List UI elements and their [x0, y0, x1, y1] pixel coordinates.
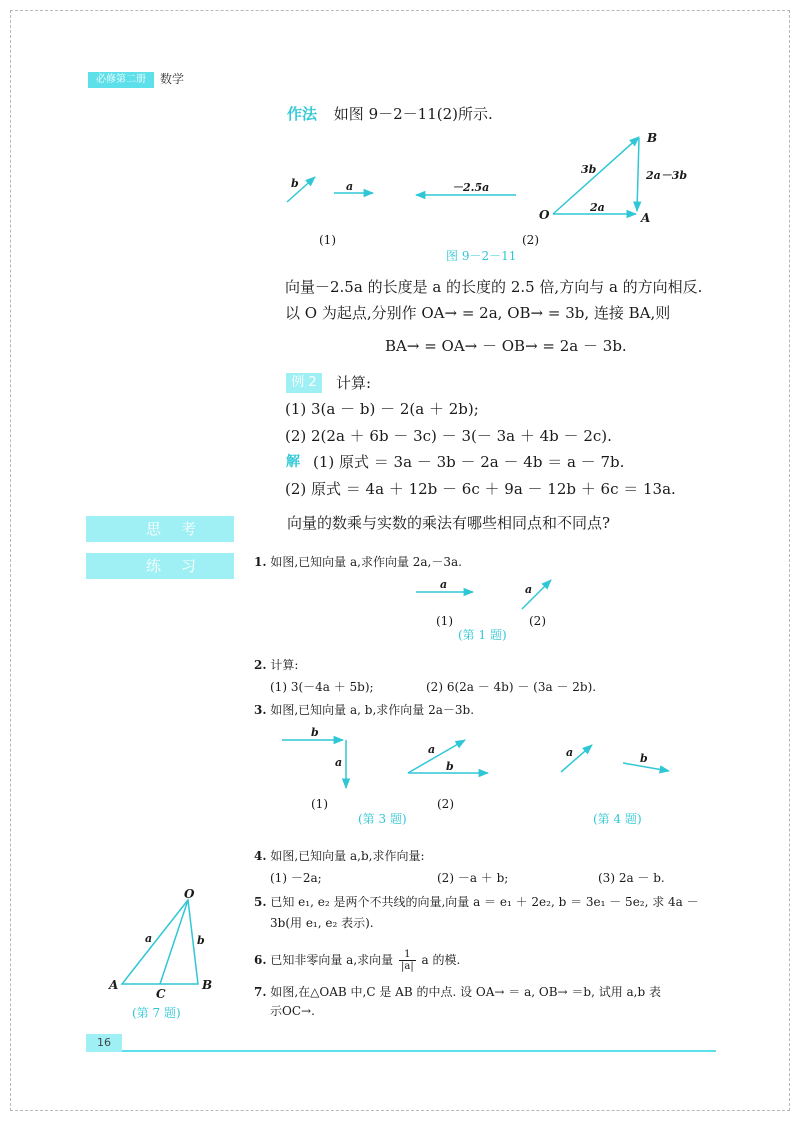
method-text: 如图 9－2－11(2)所示.	[333, 105, 493, 123]
fig-caption-9-2-11: 图 9－2－11	[446, 249, 517, 263]
p7-label-b: b	[197, 934, 205, 947]
p3-caption: (第 3 题)	[358, 812, 407, 826]
practice-1-text: 如图,已知向量 a,求作向量 2a,－3a.	[270, 555, 462, 569]
practice-4-item3: (3) 2a － b.	[598, 871, 665, 885]
p4-caption: (第 4 题)	[593, 812, 642, 826]
solution-label: 解	[286, 454, 300, 470]
p1-sub-1: (1)	[436, 614, 453, 628]
think-label: 思考	[86, 516, 234, 542]
practice-2-item1: (1) 3(－4a ＋ 5b);	[270, 680, 374, 694]
p4-label-a: a	[566, 746, 574, 759]
solution-1: (1) 原式 ＝ 3a － 3b － 2a － 4b ＝ a － 7b.	[313, 453, 625, 471]
label-neg25a: －2.5a	[452, 181, 490, 194]
practice-3	[254, 701, 474, 719]
fig-sub-1: (1)	[319, 233, 336, 247]
label-3b: 3b	[581, 163, 597, 176]
p1-caption: (第 1 题)	[458, 628, 507, 642]
vector-BA	[637, 138, 639, 211]
example-2-q1: (1) 3(a － b) － 2(a ＋ 2b);	[285, 400, 479, 418]
para-line2: 以 O 为起点,分别作 OA→ = 2a, OB→ = 3b, 连接 BA,则	[285, 304, 671, 322]
point-B: B	[647, 131, 658, 145]
practice-5	[254, 893, 699, 911]
solution-2: (2) 原式 ＝ 4a ＋ 12b － 6c ＋ 9a － 12b ＋ 6c ＝ 13a.	[285, 480, 676, 498]
subject-label: 数学	[160, 72, 185, 86]
p3-label-b2: b	[446, 760, 454, 773]
p4-label-b: b	[640, 752, 648, 765]
p7-label-a: a	[145, 932, 153, 945]
p3-label-a2: a	[428, 743, 436, 756]
point-A: A	[641, 211, 651, 225]
p3-label-b1: b	[311, 726, 319, 739]
p7-point-O: O	[184, 887, 195, 901]
p1-label-a1: a	[440, 578, 448, 591]
practice-7-num: 7.	[254, 985, 267, 999]
label-a: a	[346, 180, 354, 193]
practice-5-line1: 已知 e₁, e₂ 是两个不共线的向量,向量 a ＝ e₁ ＋ 2e₂, b ＝ 3e₁ － 5e₂, 求 4a －	[270, 895, 699, 909]
practice-5-num: 5.	[254, 895, 267, 909]
p7-point-B: B	[202, 978, 213, 992]
practice-6-fraction	[399, 949, 416, 972]
practice-4-item2: (2) －a ＋ b;	[437, 871, 509, 885]
practice-1-num: 1.	[254, 555, 267, 569]
label-2a-3b: 2a－3b	[646, 169, 688, 182]
p1-sub-2: (2)	[529, 614, 546, 628]
fig-sub-2: (2)	[522, 233, 539, 247]
practice-6-pre: 已知非零向量 a,求向量	[270, 953, 394, 967]
book-tag: 必修第二册	[88, 72, 154, 88]
practice-6-num: 6.	[254, 953, 267, 967]
para-formula: BA→ = OA→ － OB→ = 2a － 3b.	[385, 337, 627, 355]
practice-2-num: 2.	[254, 658, 267, 672]
practice-label: 练习	[86, 553, 234, 579]
p1-label-a2: a	[525, 583, 533, 596]
fraction-denominator: |a|	[400, 961, 414, 972]
practice-3-num: 3.	[254, 703, 267, 717]
practice-1	[254, 553, 462, 571]
practice-3-text: 如图,已知向量 a, b,求作向量 2a－3b.	[270, 703, 475, 717]
footer-rule	[122, 1050, 716, 1052]
p3-sub-1: (1)	[311, 797, 328, 811]
fraction-numerator: 1	[399, 949, 416, 961]
practice-2	[254, 656, 298, 674]
practice-6	[254, 949, 460, 972]
p7-caption: (第 7 题)	[132, 1006, 181, 1020]
point-O: O	[539, 208, 550, 222]
think-text: 向量的数乘与实数的乘法有哪些相同点和不同点?	[287, 514, 611, 532]
label-b: b	[291, 177, 299, 190]
example-2-title: 计算:	[336, 374, 372, 392]
practice-2-text: 计算:	[270, 658, 299, 672]
example-2-q2: (2) 2(2a ＋ 6b － 3c) － 3(－ 3a ＋ 4b － 2c).	[285, 427, 612, 445]
practice-4-text: 如图,已知向量 a,b,求作向量:	[270, 849, 425, 863]
p3-label-a1: a	[335, 756, 343, 769]
p3-sub-2: (2)	[437, 797, 454, 811]
practice-4-item1: (1) －2a;	[270, 871, 322, 885]
p7-median-OC	[160, 900, 188, 984]
practice-4-num: 4.	[254, 849, 267, 863]
page-number: 16	[86, 1034, 122, 1052]
practice-6-post: a 的模.	[421, 953, 461, 967]
example-2-tag: 例 2	[286, 373, 322, 393]
method-label: 作法	[287, 105, 318, 123]
p7-point-C: C	[156, 987, 166, 1001]
practice-2-item2: (2) 6(2a － 4b) － (3a － 2b).	[426, 680, 597, 694]
para-line1: 向量－2.5a 的长度是 a 的长度的 2.5 倍,方向与 a 的方向相反.	[285, 278, 703, 296]
p3-vector-a2	[408, 740, 465, 773]
practice-5-line2: 3b(用 e₁, e₂ 表示).	[270, 916, 374, 930]
practice-7-line1: 如图,在△OAB 中,C 是 AB 的中点. 设 OA→ ＝ a, OB→ ＝b, 试用 a,b 表	[270, 985, 661, 999]
label-2a: 2a	[590, 201, 605, 214]
practice-7-line2: 示OC→.	[270, 1004, 315, 1018]
p7-point-A: A	[109, 978, 119, 992]
practice-7	[254, 983, 661, 1001]
practice-4	[254, 847, 425, 865]
p7-triangle	[122, 900, 198, 984]
